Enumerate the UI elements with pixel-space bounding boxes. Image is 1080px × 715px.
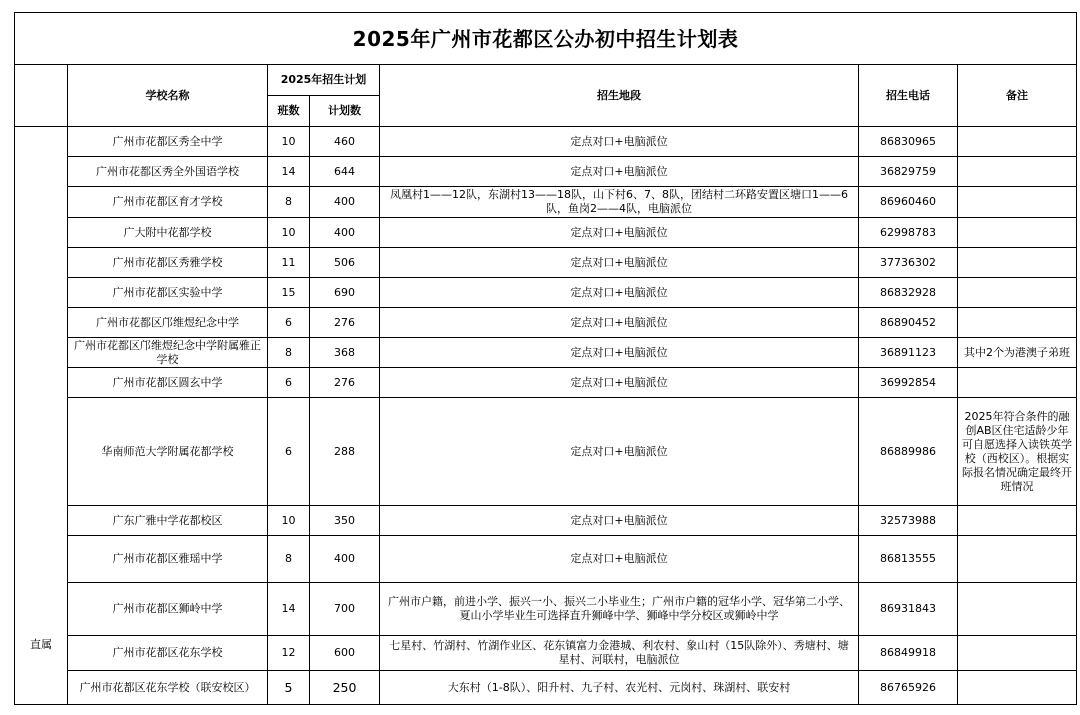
header-area: 招生地段 bbox=[380, 65, 859, 127]
remarks-cell bbox=[958, 636, 1077, 671]
planned-cell: 276 bbox=[310, 368, 380, 398]
header-classes: 班数 bbox=[268, 96, 310, 127]
enrollment-plan-table bbox=[14, 12, 1077, 705]
remarks-cell bbox=[958, 218, 1077, 248]
phone-cell: 62998783 bbox=[859, 218, 958, 248]
planned-cell: 506 bbox=[310, 248, 380, 278]
phone-cell: 86765926 bbox=[859, 671, 958, 705]
table-row bbox=[15, 506, 1077, 536]
header-planned: 计划数 bbox=[310, 96, 380, 127]
planned-cell: 250 bbox=[310, 671, 380, 705]
table-row bbox=[15, 248, 1077, 278]
area-cell: 定点对口+电脑派位 bbox=[380, 506, 859, 536]
category-cell: 直属 bbox=[15, 127, 68, 705]
remarks-cell: 2025年符合条件的融创AB区住宅适龄少年可自愿选择入读铁英学校（西校区）。根据实际报名情况确定最终开班情况 bbox=[958, 398, 1077, 506]
area-cell: 定点对口+电脑派位 bbox=[380, 338, 859, 368]
phone-cell: 86960460 bbox=[859, 187, 958, 218]
area-cell: 广州市户籍，前进小学、振兴一小、振兴二小毕业生；广州市户籍的冠华小学、冠华第二小学、夏山小学毕业生可选择直升狮峰中学、狮峰中学分校区或狮岭中学 bbox=[380, 583, 859, 636]
school-name-cell: 广州市花都区雅瑶中学 bbox=[68, 536, 268, 583]
table-row bbox=[15, 308, 1077, 338]
classes-cell: 6 bbox=[268, 368, 310, 398]
classes-cell: 11 bbox=[268, 248, 310, 278]
classes-cell: 6 bbox=[268, 308, 310, 338]
header-plan-group: 2025年招生计划 bbox=[268, 65, 380, 96]
classes-cell: 5 bbox=[268, 671, 310, 705]
area-cell: 定点对口+电脑派位 bbox=[380, 127, 859, 157]
school-name-cell: 广州市花都区秀雅学校 bbox=[68, 248, 268, 278]
classes-cell: 14 bbox=[268, 583, 310, 636]
remarks-cell: 其中2个为港澳子弟班 bbox=[958, 338, 1077, 368]
school-name-cell: 广东广雅中学花都校区 bbox=[68, 506, 268, 536]
phone-cell: 36891123 bbox=[859, 338, 958, 368]
table-row bbox=[15, 218, 1077, 248]
school-name-cell: 广大附中花都学校 bbox=[68, 218, 268, 248]
table-row bbox=[15, 398, 1077, 506]
remarks-cell bbox=[958, 671, 1077, 705]
table-row bbox=[15, 636, 1077, 671]
area-cell: 定点对口+电脑派位 bbox=[380, 278, 859, 308]
area-cell: 大东村（1-8队）、阳升村、九子村、农光村、元岗村、珠湖村、联安村 bbox=[380, 671, 859, 705]
table-row bbox=[15, 583, 1077, 636]
planned-cell: 400 bbox=[310, 187, 380, 218]
classes-cell: 8 bbox=[268, 187, 310, 218]
planned-cell: 700 bbox=[310, 583, 380, 636]
header-phone: 招生电话 bbox=[859, 65, 958, 127]
remarks-cell bbox=[958, 248, 1077, 278]
remarks-cell bbox=[958, 583, 1077, 636]
area-cell: 定点对口+电脑派位 bbox=[380, 368, 859, 398]
phone-cell: 37736302 bbox=[859, 248, 958, 278]
area-cell: 七星村、竹湖村、竹湖作业区、花东镇富力金港城、利农村、象山村（15队除外）、秀塘村、塘星村、河联村，电脑派位 bbox=[380, 636, 859, 671]
school-name-cell: 广州市花都区秀全中学 bbox=[68, 127, 268, 157]
school-name-cell: 广州市花都区花东学校 bbox=[68, 636, 268, 671]
table-row bbox=[15, 127, 1077, 157]
school-name-cell: 广州市花都区实验中学 bbox=[68, 278, 268, 308]
header-school-name: 学校名称 bbox=[68, 65, 268, 127]
planned-cell: 600 bbox=[310, 636, 380, 671]
planned-cell: 644 bbox=[310, 157, 380, 187]
classes-cell: 8 bbox=[268, 338, 310, 368]
classes-cell: 15 bbox=[268, 278, 310, 308]
school-name-cell: 广州市花都区育才学校 bbox=[68, 187, 268, 218]
phone-cell: 36992854 bbox=[859, 368, 958, 398]
table-row bbox=[15, 157, 1077, 187]
planned-cell: 350 bbox=[310, 506, 380, 536]
enrollment-table-container bbox=[14, 12, 1076, 705]
area-cell: 定点对口+电脑派位 bbox=[380, 398, 859, 506]
planned-cell: 368 bbox=[310, 338, 380, 368]
title-row bbox=[15, 13, 1077, 65]
classes-cell: 8 bbox=[268, 536, 310, 583]
remarks-cell bbox=[958, 506, 1077, 536]
area-cell: 定点对口+电脑派位 bbox=[380, 248, 859, 278]
classes-cell: 10 bbox=[268, 506, 310, 536]
school-name-cell: 广州市花都区邝维煜纪念中学附属雅正学校 bbox=[68, 338, 268, 368]
phone-cell: 86890452 bbox=[859, 308, 958, 338]
planned-cell: 460 bbox=[310, 127, 380, 157]
school-name-cell: 广州市花都区圆玄中学 bbox=[68, 368, 268, 398]
school-name-cell: 华南师范大学附属花都学校 bbox=[68, 398, 268, 506]
phone-cell: 86832928 bbox=[859, 278, 958, 308]
classes-cell: 12 bbox=[268, 636, 310, 671]
table-row bbox=[15, 368, 1077, 398]
classes-cell: 10 bbox=[268, 127, 310, 157]
remarks-cell bbox=[958, 536, 1077, 583]
area-cell: 定点对口+电脑派位 bbox=[380, 157, 859, 187]
school-name-cell: 广州市花都区狮岭中学 bbox=[68, 583, 268, 636]
table-row bbox=[15, 338, 1077, 368]
school-name-cell: 广州市花都区花东学校（联安校区） bbox=[68, 671, 268, 705]
remarks-cell bbox=[958, 157, 1077, 187]
planned-cell: 690 bbox=[310, 278, 380, 308]
classes-cell: 14 bbox=[268, 157, 310, 187]
area-cell: 定点对口+电脑派位 bbox=[380, 218, 859, 248]
remarks-cell bbox=[958, 278, 1077, 308]
phone-cell: 86931843 bbox=[859, 583, 958, 636]
remarks-cell bbox=[958, 308, 1077, 338]
table-row bbox=[15, 278, 1077, 308]
table-row bbox=[15, 671, 1077, 705]
table-row bbox=[15, 187, 1077, 218]
planned-cell: 400 bbox=[310, 536, 380, 583]
phone-cell: 86889986 bbox=[859, 398, 958, 506]
area-cell: 凤凰村1——12队，东湖村13——18队，山下村6、7、8队，团结村二环路安置区塘口1——6队，鱼岗2——4队，电脑派位 bbox=[380, 187, 859, 218]
classes-cell: 10 bbox=[268, 218, 310, 248]
area-cell: 定点对口+电脑派位 bbox=[380, 536, 859, 583]
planned-cell: 400 bbox=[310, 218, 380, 248]
page-title: 2025年广州市花都区公办初中招生计划表 bbox=[15, 13, 1077, 65]
phone-cell: 86849918 bbox=[859, 636, 958, 671]
school-name-cell: 广州市花都区秀全外国语学校 bbox=[68, 157, 268, 187]
school-name-cell: 广州市花都区邝维煜纪念中学 bbox=[68, 308, 268, 338]
header-row-1 bbox=[15, 65, 1077, 96]
remarks-cell bbox=[958, 187, 1077, 218]
remarks-cell bbox=[958, 127, 1077, 157]
area-cell: 定点对口+电脑派位 bbox=[380, 308, 859, 338]
planned-cell: 276 bbox=[310, 308, 380, 338]
classes-cell: 6 bbox=[268, 398, 310, 506]
remarks-cell bbox=[958, 368, 1077, 398]
phone-cell: 32573988 bbox=[859, 506, 958, 536]
phone-cell: 86813555 bbox=[859, 536, 958, 583]
planned-cell: 288 bbox=[310, 398, 380, 506]
header-remarks: 备注 bbox=[958, 65, 1077, 127]
header-category-blank bbox=[15, 65, 68, 127]
phone-cell: 86830965 bbox=[859, 127, 958, 157]
phone-cell: 36829759 bbox=[859, 157, 958, 187]
table-row bbox=[15, 536, 1077, 583]
